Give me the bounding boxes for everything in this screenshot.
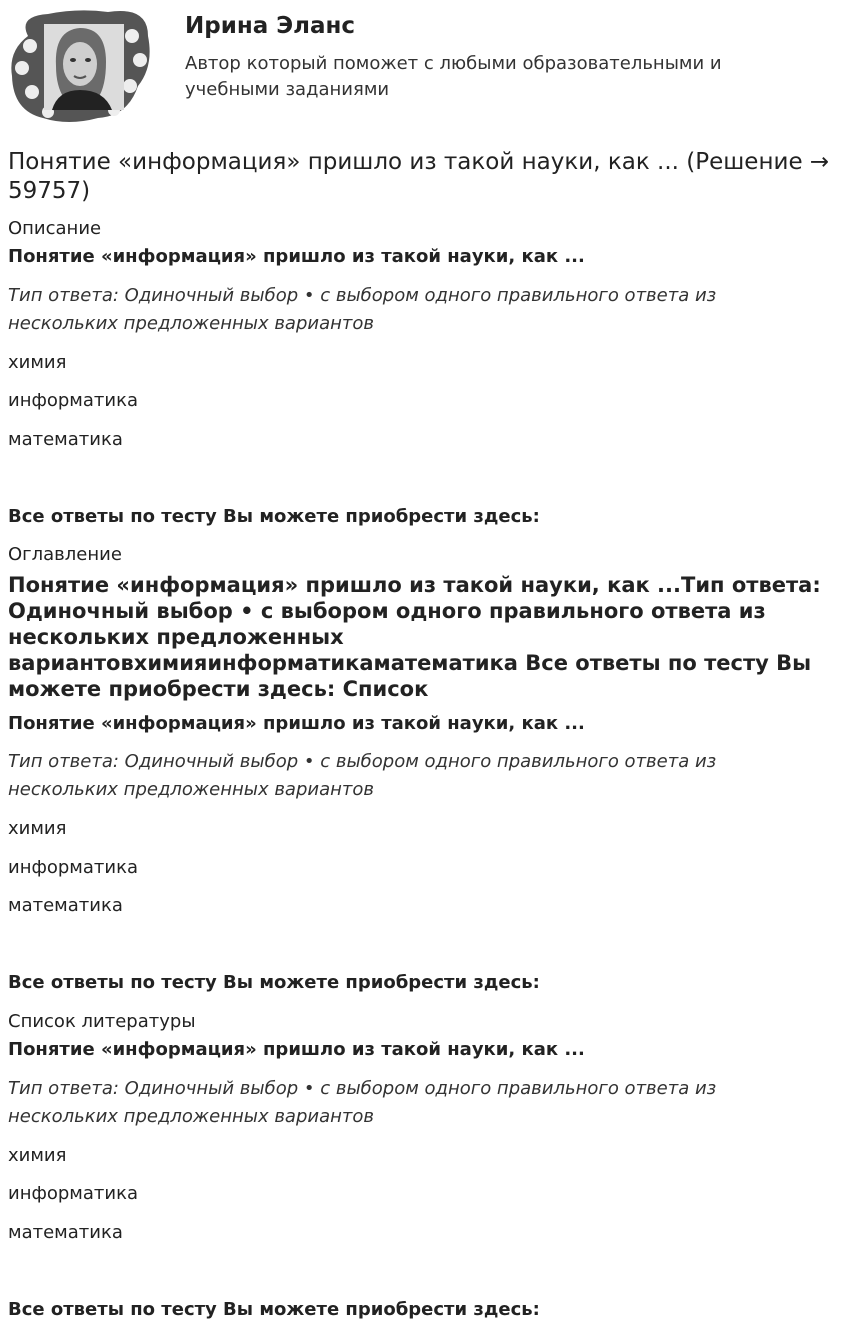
option-1: химия [8,818,67,839]
section-label-description: Описание [8,218,102,239]
option-3: математика [8,429,123,450]
answer-type: Тип ответа: Одиночный выбор • с выбором одного правильного ответа из нескольких предложенных вариантов [8,751,717,800]
question-text: Понятие «информация» пришло из такой науки, как ... [8,713,585,734]
author-description: Автор который поможет с любыми образовательными и учебными заданиями [185,53,722,100]
question-text: Понятие «информация» пришло из такой науки, как ... [8,246,585,267]
section-label-toc: Оглавление [8,544,122,565]
option-2: информатика [8,390,138,411]
option-3: математика [8,1222,123,1243]
option-2: информатика [8,857,138,878]
option-2: информатика [8,1183,138,1204]
option-1: химия [8,1145,67,1166]
author-avatar[interactable] [8,6,154,126]
answer-type: Тип ответа: Одиночный выбор • с выбором одного правильного ответа из нескольких предложенных вариантов [8,285,717,334]
toc-heading: Понятие «информация» пришло из такой науки, как ...Тип ответа: Одиночный выбор • с выбором одного правильного ответа из нескольких предложенных вариантовхимияинформатикаматематика Все ответы по тесту Вы можете приобрести здесь: Список [8,573,821,701]
option-3: математика [8,895,123,916]
author-card [8,0,840,130]
answer-type: Тип ответа: Одиночный выбор • с выбором одного правильного ответа из нескольких предложенных вариантов [8,1078,717,1127]
question-text: Понятие «информация» пришло из такой науки, как ... [8,1039,585,1060]
buy-answers-text: Все ответы по тесту Вы можете приобрести здесь: [8,1299,540,1320]
author-name[interactable]: Ирина Эланс [185,13,356,39]
page-title: Понятие «информация» пришло из такой науки, как ... (Решение → 59757) [8,149,830,204]
option-1: химия [8,352,67,373]
page [8,0,840,1320]
buy-answers-text: Все ответы по тесту Вы можете приобрести здесь: [8,506,540,527]
buy-answers-text: Все ответы по тесту Вы можете приобрести здесь: [8,972,540,993]
section-label-literature: Список литературы [8,1011,196,1032]
